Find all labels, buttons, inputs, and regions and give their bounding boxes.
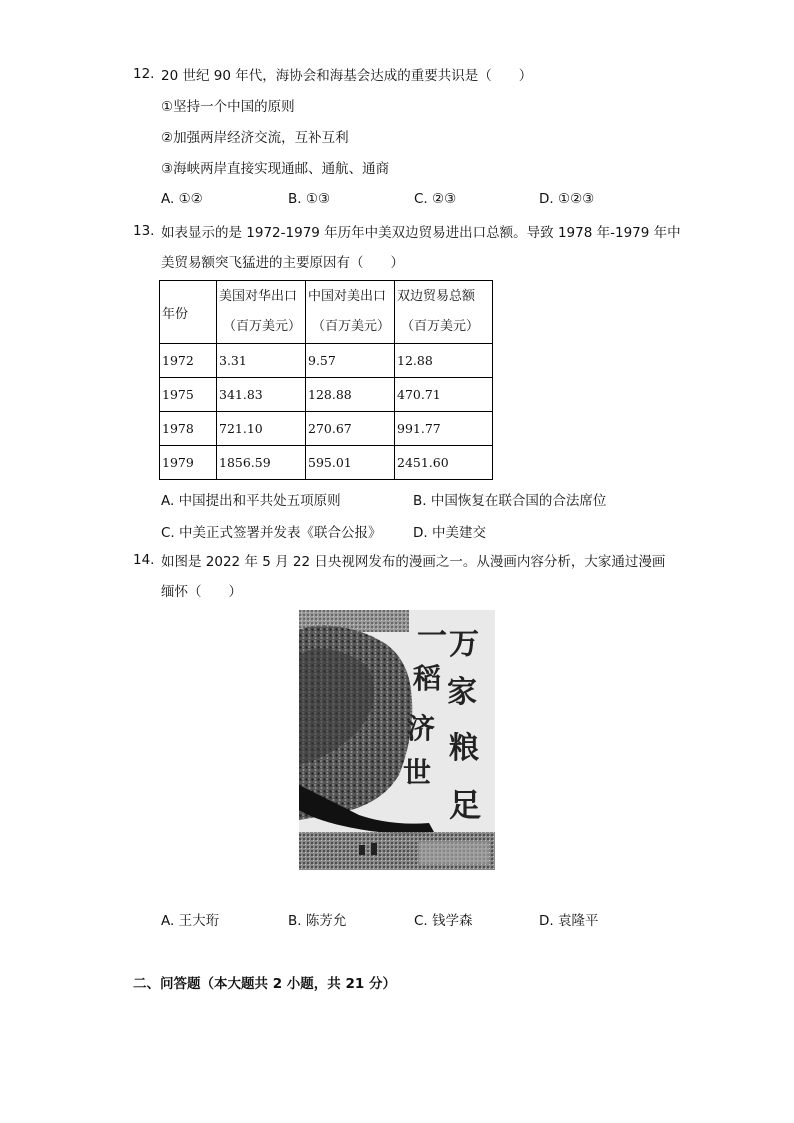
q14-stem-line2: 缅怀（ ） bbox=[161, 584, 242, 600]
q14-option-d[interactable]: D. 袁隆平 bbox=[539, 913, 599, 929]
q12-item-3: ③海峡两岸直接实现通邮、通航、通商 bbox=[161, 161, 390, 177]
q12-number: 12. bbox=[133, 66, 155, 82]
table-cell: 270.67 bbox=[306, 412, 395, 446]
cartoon-char: 济 bbox=[407, 712, 436, 745]
table-row bbox=[160, 344, 493, 378]
header-us-export: 美国对华出口 （百万美元） bbox=[217, 281, 306, 344]
cartoon-image bbox=[299, 610, 495, 870]
cartoon-char: 世 bbox=[403, 756, 432, 789]
trade-table bbox=[159, 280, 493, 480]
q12-option-d[interactable]: D. ①②③ bbox=[539, 191, 595, 207]
cartoon-char: 一 bbox=[417, 619, 447, 654]
table-cell: 595.01 bbox=[306, 446, 395, 480]
q12-option-c[interactable]: C. ②③ bbox=[414, 191, 457, 207]
cartoon-char: 足 bbox=[449, 786, 482, 824]
q14-option-a[interactable]: A. 王大珩 bbox=[161, 913, 220, 929]
q12-stem: 20 世纪 90 年代，海协会和海基会达成的重要共识是（ ） bbox=[161, 68, 533, 84]
cartoon-char: 稻 bbox=[413, 662, 442, 695]
table-cell: 470.71 bbox=[395, 378, 493, 412]
header-year: 年份 bbox=[160, 281, 217, 344]
q13-option-b[interactable]: B. 中国恢复在联合国的合法席位 bbox=[413, 493, 607, 509]
q13-number: 13. bbox=[133, 223, 155, 239]
table-cell: 2451.60 bbox=[395, 446, 493, 480]
cartoon-char: 家 bbox=[447, 675, 477, 710]
table-cell: 721.10 bbox=[217, 412, 306, 446]
q14-number: 14. bbox=[133, 552, 155, 568]
cartoon-char: 万 bbox=[449, 627, 479, 662]
cartoon-char: 粮 bbox=[449, 731, 479, 766]
q14-option-b[interactable]: B. 陈芳允 bbox=[288, 913, 347, 929]
q13-stem-line1: 如表显示的是 1972-1979 年历年中美双边贸易进出口总额。导致 1978 年-1979 年中 bbox=[161, 225, 681, 241]
section-heading: 二、问答题（本大题共 2 小题，共 21 分） bbox=[133, 976, 396, 992]
q13-option-a[interactable]: A. 中国提出和平共处五项原则 bbox=[161, 493, 341, 509]
q13-stem-line2: 美贸易额突飞猛进的主要原因有（ ） bbox=[161, 255, 404, 271]
table-cell: 1979 bbox=[160, 446, 217, 480]
table-row bbox=[160, 378, 493, 412]
table-cell: 1972 bbox=[160, 344, 217, 378]
q14-option-c[interactable]: C. 钱学森 bbox=[414, 913, 473, 929]
q13-option-c[interactable]: C. 中美正式签署并发表《联合公报》 bbox=[161, 525, 382, 541]
table-cell: 1975 bbox=[160, 378, 217, 412]
table-cell: 128.88 bbox=[306, 378, 395, 412]
table-cell: 12.88 bbox=[395, 344, 493, 378]
q13-option-d[interactable]: D. 中美建交 bbox=[413, 525, 486, 541]
table-cell: 991.77 bbox=[395, 412, 493, 446]
table-row bbox=[160, 412, 493, 446]
q12-option-b[interactable]: B. ①③ bbox=[288, 191, 331, 207]
table-cell: 1856.59 bbox=[217, 446, 306, 480]
table-row bbox=[160, 446, 493, 480]
table-header-row bbox=[160, 281, 493, 344]
q12-option-a[interactable]: A. ①② bbox=[161, 191, 203, 207]
table-cell: 9.57 bbox=[306, 344, 395, 378]
header-cn-export: 中国对美出口 （百万美元） bbox=[306, 281, 395, 344]
table-cell: 341.83 bbox=[217, 378, 306, 412]
header-total: 双边贸易总额 （百万美元） bbox=[395, 281, 493, 344]
q14-stem-line1: 如图是 2022 年 5 月 22 日央视网发布的漫画之一。从漫画内容分析，大家通过漫画 bbox=[161, 554, 666, 570]
q12-item-2: ②加强两岸经济交流，互补互利 bbox=[161, 130, 349, 146]
table-cell: 3.31 bbox=[217, 344, 306, 378]
q12-item-1: ①坚持一个中国的原则 bbox=[161, 99, 295, 115]
cartoon-illustration bbox=[299, 610, 495, 870]
table-cell: 1978 bbox=[160, 412, 217, 446]
